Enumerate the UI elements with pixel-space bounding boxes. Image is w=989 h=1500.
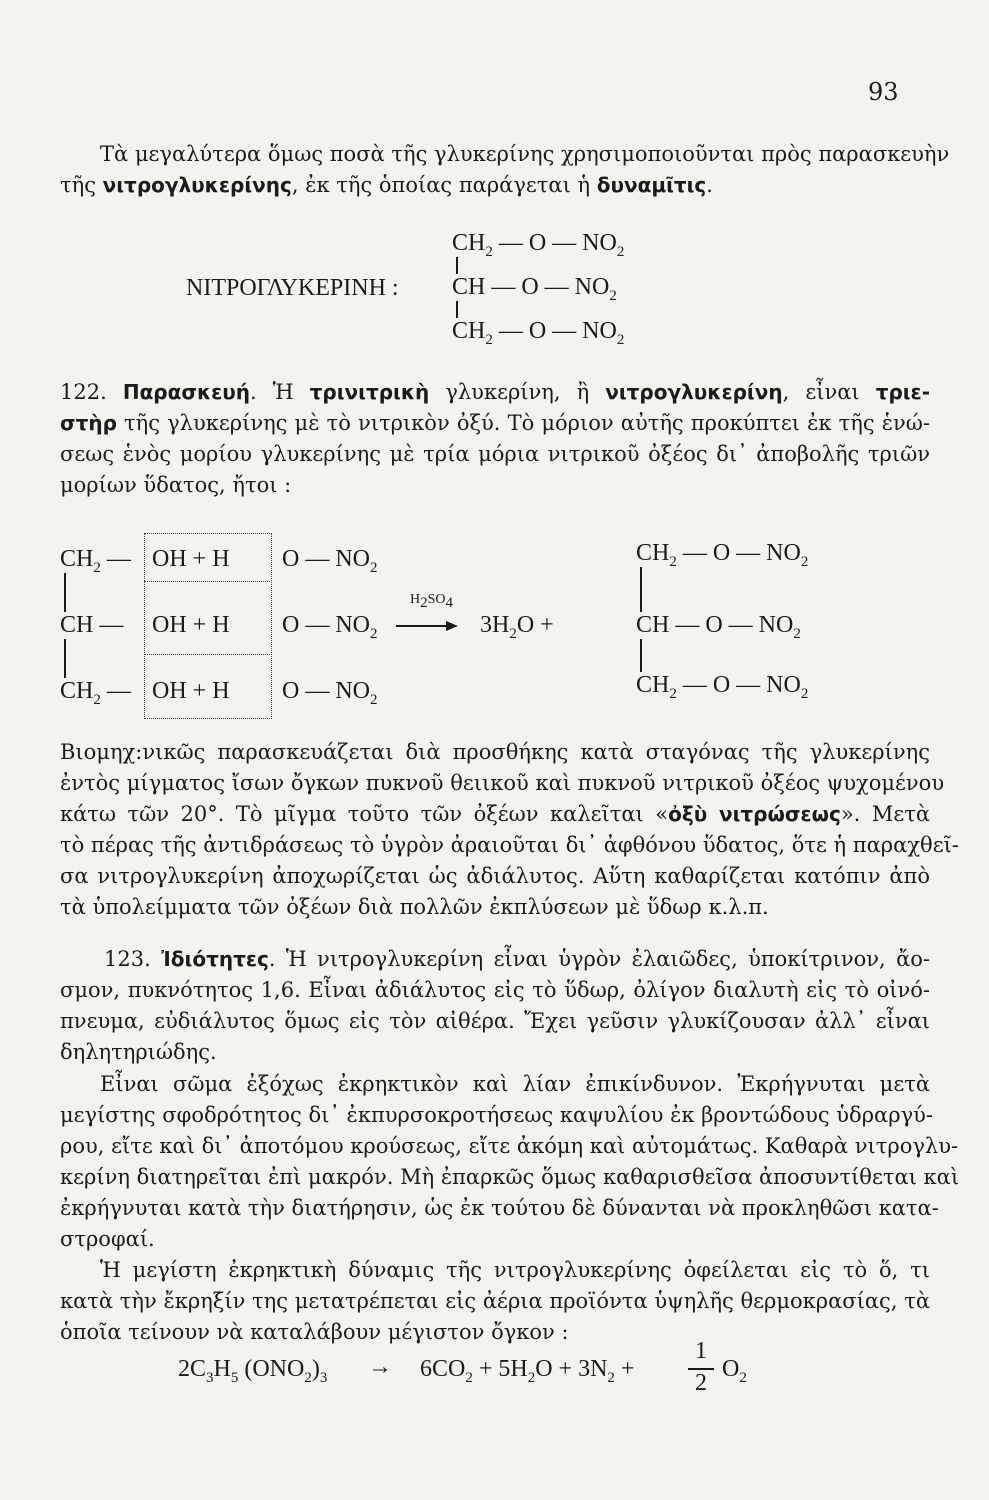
- reaction-arrow: [396, 625, 446, 627]
- bold-term: Παρασκευή: [122, 380, 251, 404]
- bold-term: ὀξὺ νιτρώσεως: [668, 802, 841, 826]
- subscript: 2: [527, 1369, 536, 1386]
- subscript: 2: [509, 625, 517, 642]
- section-123-line: σμον, πυκνότητος 1,6. Εἶναι ἀδιάλυτος εἰς τὸ ὕδωρ, ὀλίγον διαλυτὴ εἰς τὸ οἰνό-: [60, 978, 930, 1002]
- bond-line: [640, 567, 642, 612]
- subscript: 5: [230, 1369, 239, 1386]
- product-row: $CH_2$ — O — $NO_2$: [636, 672, 809, 702]
- subscript: 2: [609, 287, 617, 304]
- subscript: 3: [319, 1369, 328, 1386]
- section-122-line: σεως ἑνὸς μορίου γλυκερίνης μὲ τρία μόρια νιτρικοῦ ὀξέος δι᾽ ἀποβολῆς τριῶν: [60, 442, 930, 466]
- force-line: κατὰ τὴν ἔκρηξίν της μετατρέπεται εἰς ἀέρια προϊόντα ὑψηλῆς θερμοκρασίας, τὰ: [60, 1289, 930, 1313]
- subscript: 2: [800, 685, 809, 702]
- glycerol-carbon: $CH_2$ —: [60, 546, 131, 576]
- subscript: 2: [485, 331, 493, 348]
- nitroglycerin-label: ΝΙΤΡΟΓΛΥΚΕΡΙΝΗ :: [186, 275, 399, 301]
- bold-term: νιτρογλυκερίνης: [102, 173, 292, 197]
- section-122-line: 122. Παρασκευή. Ἡ τρινιτρικὴ γλυκερίνη, ἢ νιτρογλυκερίνη, εἶναι τριε-: [60, 380, 930, 404]
- subscript: 2: [616, 243, 625, 260]
- subscript: 2: [93, 559, 101, 576]
- glycerol-carbon: $CH_2$ —: [60, 678, 131, 708]
- prep-line: κάτω τῶν 20°. Τὸ μῖγμα τοῦτο τῶν ὀξέων καλεῖται «ὀξὺ νιτρώσεως». Μετὰ: [60, 802, 931, 826]
- nitric-acid-part: O — $NO_2$: [282, 546, 378, 576]
- hydroxyl-hydrogen: OH + H: [152, 678, 230, 704]
- oxygen-product: $O_2$: [722, 1356, 747, 1386]
- explosive-line: μεγίστης σφοδρότητος δι᾽ ἐκπυρσοκροτήσεως καψυλίου ἐκ βροντώδους ὑδραργύ-: [60, 1103, 933, 1127]
- subscript: 2: [669, 553, 677, 570]
- prep-line: τὸ πέρας τῆς ἀντιδράσεως τὸ ὑγρὸν ἀραιοῦται δι᾽ ἀφθόνου ὕδατος, ὅτε ἡ παραχθεῖ-: [60, 833, 959, 857]
- subscript: 2: [669, 685, 677, 702]
- subscript: 2: [370, 559, 378, 576]
- nitric-acid-part: O — $NO_2$: [282, 678, 378, 708]
- glycerol-carbon: CH —: [60, 612, 124, 638]
- explosive-line: στροφαί.: [60, 1227, 155, 1251]
- subscript: 2: [793, 625, 801, 642]
- subscript: 2: [485, 243, 493, 260]
- section-123-line: δηλητηριώδης.: [60, 1040, 217, 1064]
- bond-line: [456, 257, 458, 274]
- subscript: 2: [370, 691, 378, 708]
- subscript: 2: [607, 1369, 615, 1386]
- nitric-acid-part: O — $NO_2$: [282, 612, 378, 642]
- structure-row: CH — O — $NO_2$: [452, 274, 617, 304]
- catalyst-label: $H_2SO_4$: [410, 592, 454, 611]
- subscript: 2: [616, 331, 625, 348]
- intro-line: τῆς νιτρογλυκερίνης, ἐκ τῆς ὁποίας παράγεται ἡ δυναμῖτις.: [60, 173, 713, 197]
- hydroxyl-hydrogen: OH + H: [152, 546, 230, 572]
- explosive-line: ρου, εἴτε καὶ δι᾽ ἀποτόμου κρούσεως, εἴτε ἀκόμη καὶ αὐτομάτως. Καθαρὰ νιτρογλυ-: [60, 1134, 959, 1158]
- intro-line: Τὰ μεγαλύτερα ὅμως ποσὰ τῆς γλυκερίνης χρησιμοποιοῦνται πρὸς παρασκευὴν: [100, 142, 950, 166]
- equation-products: $6CO_2 + 5H_2O + 3N_2$ +: [420, 1356, 635, 1386]
- section-123-line: πνευμα, εὐδιάλυτος ὅμως εἰς τὸν αἰθέρα. Ἔχει γεῦσιν γλυκίζουσαν ἀλλ᾽ εἶναι: [60, 1009, 930, 1033]
- subscript: 2: [465, 1369, 473, 1386]
- bold-term: Ἰδιότητες: [161, 947, 269, 971]
- structure-row: $CH_2$ — O — $NO_2$: [452, 318, 625, 348]
- explosive-line: κερίνη διατηρεῖται ἐπὶ μακρόν. Μὴ ἐπαρκῶς ὅμως καθαρισθεῖσα ἀποσυντίθεται καὶ: [60, 1165, 960, 1189]
- reaction-arrow: [446, 621, 458, 631]
- force-line: ὁποῖα τείνουν νὰ καταλάβουν μέγιστον ὄγκον :: [60, 1320, 569, 1344]
- bold-term: νιτρογλυκερίνη: [605, 380, 783, 404]
- page-number: 93: [868, 78, 899, 106]
- water-product: $3H_2O$ +: [480, 612, 554, 642]
- bond-line: [456, 301, 458, 318]
- product-row: $CH_2$ — O — $NO_2$: [636, 540, 809, 570]
- prep-line: σα νιτρογλυκερίνη ἀποχωρίζεται ὡς ἀδιάλυτος. Αὕτη καθαρίζεται κατόπιν ἀπὸ: [60, 864, 930, 888]
- subscript: 3: [206, 1369, 214, 1386]
- structure-row: $CH_2$ — O — $NO_2$: [452, 230, 625, 260]
- equation-reactant: $2C_3H_5$ $(ONO_2)_3$: [178, 1356, 328, 1386]
- subscript: 2: [739, 1369, 747, 1386]
- hydroxyl-hydrogen: OH + H: [152, 612, 230, 638]
- bold-term: τρινιτρικὴ: [309, 380, 430, 404]
- prep-line: Βιομηχ:νικῶς παρασκευάζεται διὰ προσθήκης κατὰ σταγόνας τῆς γλυκερίνης: [60, 740, 930, 764]
- subscript: 2: [93, 691, 101, 708]
- explosive-line: Εἶναι σῶμα ἐξόχως ἐκρηκτικὸν καὶ λίαν ἐπικίνδυνον. Ἐκρήγνυται μετὰ: [100, 1072, 930, 1096]
- bold-term: στὴρ: [60, 411, 117, 435]
- section-122-line: μορίων ὕδατος, ἤτοι :: [60, 473, 292, 497]
- prep-line: τὰ ὑπολείμματα τῶν ὀξέων διὰ πολλῶν ἐκπλύσεων μὲ ὕδωρ κ.λ.π.: [60, 895, 769, 919]
- subscript: 4: [445, 594, 454, 611]
- fraction-denominator: 2: [695, 1370, 707, 1396]
- bond-line: [64, 639, 66, 678]
- bond-line: [640, 639, 642, 672]
- bold-term: τριε-: [875, 380, 930, 404]
- subscript: 2: [304, 1369, 312, 1386]
- subscript: 2: [370, 625, 378, 642]
- explosive-line: ἐκρήγνυται κατὰ τὴν διατήρησιν, ὡς ἐκ τούτου δὲ δύνανται νὰ προκληθῶσι κατα-: [60, 1196, 939, 1220]
- force-line: Ἡ μεγίστη ἐκρηκτικὴ δύναμις τῆς νιτρογλυκερίνης ὀφείλεται εἰς τὸ ὅ, τι: [100, 1258, 930, 1282]
- equation-arrow: →: [368, 1354, 392, 1380]
- section-123-line: 123. Ἰδιότητες. Ἡ νιτρογλυκερίνη εἶναι ὑγρὸν ἐλαιῶδες, ὑποκίτρινον, ἄο-: [104, 947, 930, 971]
- subscript: 2: [800, 553, 809, 570]
- bond-line: [64, 573, 66, 612]
- bold-term: δυναμῖτις: [596, 173, 707, 197]
- fraction-numerator: 1: [695, 1338, 707, 1364]
- product-row: CH — O — $NO_2$: [636, 612, 801, 642]
- section-122-line: στὴρ τῆς γλυκερίνης μὲ τὸ νιτρικὸν ὀξύ. Τὸ μόριον αὐτῆς προκύπτει ἐκ τῆς ἑνώ-: [60, 411, 930, 435]
- prep-line: ἐντὸς μίγματος ἴσων ὄγκων πυκνοῦ θειικοῦ καὶ πυκνοῦ νιτρικοῦ ὀξέος ψυχομένου: [60, 771, 945, 795]
- subscript: 2: [420, 594, 428, 611]
